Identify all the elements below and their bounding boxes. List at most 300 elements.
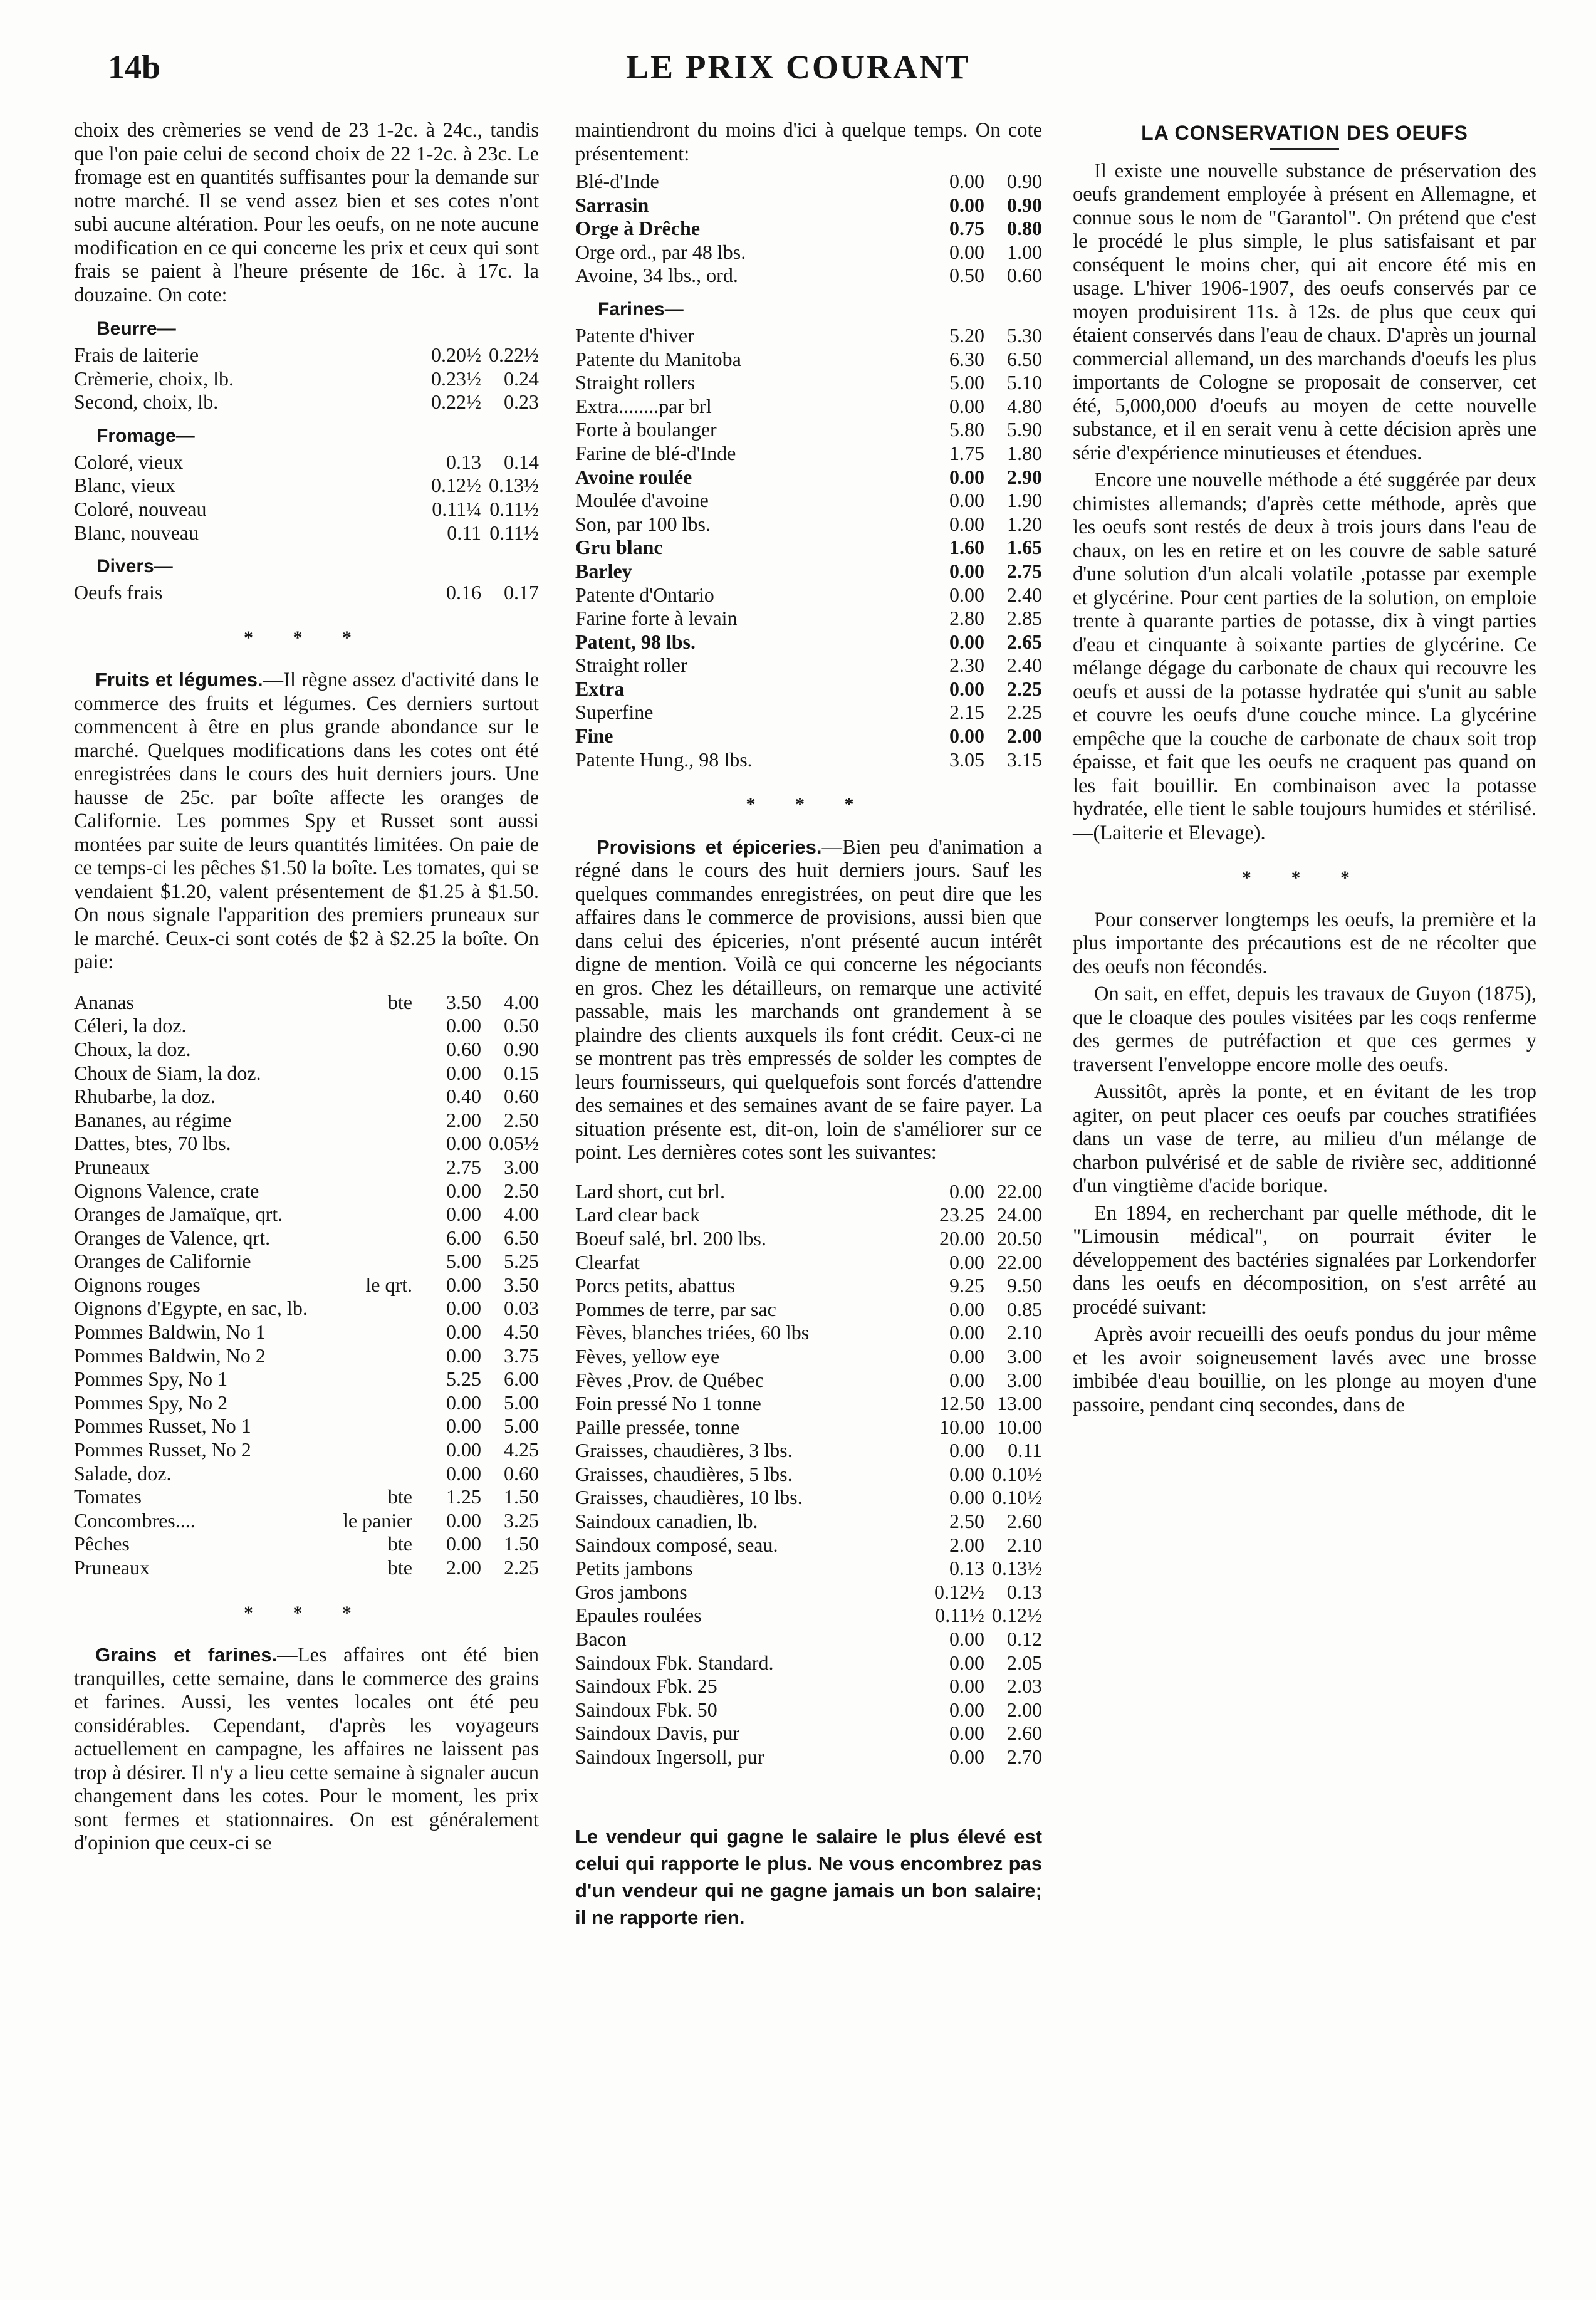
article-paragraph: Aussitôt, après la ponte, et en évitant de les trop agiter, on peut placer ces oeufs par couches stratifiées dans un vase de terre, au milieu d'un mélange de charbon pulvérisé et de sable de rivière sec, additionné d'un vingtième d'acide borique.: [1073, 1080, 1536, 1197]
price-row: [575, 1698, 1042, 1722]
product-name: Pommes Spy, No 1: [74, 1367, 228, 1391]
provisions-heading: Provisions et épiceries.: [597, 835, 822, 858]
product-name: Paille pressée, tonne: [575, 1415, 740, 1438]
price-low: 0.00: [446, 1132, 481, 1155]
product-name: Oignons Valence, crate: [74, 1179, 259, 1202]
price-high: 0.23: [504, 390, 539, 414]
price-row: [575, 748, 1042, 772]
price-row: [575, 1298, 1042, 1322]
fruits-table: [74, 991, 539, 1580]
price-row: [575, 324, 1042, 348]
product-name: Graisses, chaudières, 10 lbs.: [575, 1486, 803, 1509]
price-low: 0.40: [446, 1085, 481, 1108]
product-unit: bte: [387, 1532, 412, 1555]
price-row: [74, 991, 539, 1015]
product-name: Orge à Drêche: [575, 217, 701, 240]
price-row: [74, 1014, 539, 1038]
product-name: Oranges de Jamaïque, qrt.: [74, 1203, 283, 1226]
price-row: [575, 1581, 1042, 1604]
price-low: 0.13: [949, 1557, 984, 1580]
price-high: 2.05: [1007, 1651, 1042, 1674]
article-paragraph: Après avoir recueilli des oeufs pondus du jour même et les avoir soigneusement lavés avec une brosse imbibée d'eau bouillie, on les plonge au moyen d'une passoire, pendant cinq secondes, dans de: [1073, 1323, 1536, 1416]
price-high: 0.24: [504, 367, 539, 390]
price-high: 0.11: [1008, 1439, 1042, 1462]
product-name: Patente du Manitoba: [575, 347, 741, 370]
product-name: Saindoux Fbk. 50: [575, 1698, 717, 1721]
price-high: 22.00: [997, 1179, 1042, 1203]
price-row: [575, 348, 1042, 372]
price-high: 2.50: [504, 1179, 539, 1202]
price-row: [575, 489, 1042, 513]
price-row: [74, 1085, 539, 1109]
price-high: 3.00: [1007, 1368, 1042, 1391]
price-row: [575, 1534, 1042, 1557]
price-high: 0.12: [1007, 1628, 1042, 1651]
price-high: 2.25: [1007, 701, 1042, 724]
product-name: Saindoux canadien, lb.: [575, 1510, 758, 1533]
product-name: Saindoux composé, seau.: [575, 1533, 778, 1556]
price-high: 3.00: [1007, 1344, 1042, 1367]
price-low: 2.50: [949, 1510, 984, 1533]
product-name: Petits jambons: [575, 1557, 693, 1580]
product-name: Rhubarbe, la doz.: [74, 1085, 216, 1108]
product-name: Saindoux Fbk. Standard.: [575, 1651, 774, 1674]
product-name: Sarrasin: [575, 193, 649, 216]
product-name: Pommes Russet, No 2: [74, 1438, 251, 1461]
price-high: 2.60: [1007, 1722, 1042, 1745]
price-high: 3.75: [504, 1344, 539, 1367]
column-left: [74, 119, 539, 1859]
price-high: 0.22½: [489, 343, 539, 366]
article-title: LA CONSERVATION DES OEUFS: [1141, 122, 1468, 144]
product-name: Blé-d'Inde: [575, 170, 659, 192]
price-high: 5.30: [1007, 323, 1042, 347]
product-name: Céleri, la doz.: [74, 1014, 187, 1037]
price-low: 0.00: [446, 1179, 481, 1202]
price-low: 0.00: [949, 1250, 984, 1273]
product-name: Clearfat: [575, 1250, 640, 1273]
product-name: Oignons rouges: [74, 1273, 201, 1296]
price-row: [575, 513, 1042, 536]
price-low: 0.00: [949, 512, 984, 535]
product-name: Saindoux Ingersoll, pur: [575, 1745, 764, 1768]
price-high: 6.50: [504, 1226, 539, 1249]
product-name: Second, choix, lb.: [74, 390, 219, 414]
price-row: [575, 1628, 1042, 1651]
product-name: Boeuf salé, brl. 200 lbs.: [575, 1226, 766, 1250]
product-name: Pommes Baldwin, No 1: [74, 1320, 266, 1344]
product-name: Frais de laiterie: [74, 343, 199, 366]
price-high: 5.90: [1007, 418, 1042, 441]
price-high: 0.60: [504, 1085, 539, 1108]
price-row: [74, 1179, 539, 1203]
product-name: Pommes Russet, No 1: [74, 1414, 251, 1438]
product-name: Blanc, vieux: [74, 474, 175, 497]
price-high: 1.00: [1007, 240, 1042, 263]
price-low: 0.11: [447, 521, 481, 544]
product-name: Lard short, cut brl.: [575, 1179, 726, 1203]
price-low: 0.00: [949, 1486, 984, 1509]
price-low: 0.00: [949, 559, 984, 582]
price-row: [74, 1438, 539, 1462]
price-row: [74, 1485, 539, 1509]
price-high: 4.50: [504, 1320, 539, 1344]
price-low: 0.00: [949, 1628, 984, 1651]
price-low: 2.00: [446, 1108, 481, 1131]
price-low: 20.00: [939, 1226, 984, 1250]
product-name: Gros jambons: [575, 1580, 687, 1603]
price-row: [575, 536, 1042, 560]
price-high: 0.15: [504, 1061, 539, 1084]
price-low: 0.00: [446, 1061, 481, 1084]
price-high: 2.70: [1007, 1745, 1042, 1768]
product-name: Superfine: [575, 701, 654, 724]
price-row: [575, 1651, 1042, 1675]
product-name: Epaules roulées: [575, 1604, 702, 1627]
price-row: [575, 701, 1042, 724]
product-unit: bte: [387, 1485, 412, 1508]
price-high: 1.90: [1007, 489, 1042, 512]
price-high: 2.25: [1007, 677, 1042, 700]
product-name: Straight roller: [575, 654, 687, 677]
fromage-table: [74, 451, 539, 545]
price-row: [74, 474, 539, 498]
price-low: 0.00: [446, 1508, 481, 1532]
price-low: 0.11¼: [432, 497, 481, 520]
price-high: 2.25: [504, 1556, 539, 1579]
fruits-paragraph: [74, 668, 539, 975]
price-high: 1.50: [504, 1532, 539, 1555]
price-row: [74, 451, 539, 474]
price-high: 0.50: [504, 1014, 539, 1037]
price-low: 0.00: [446, 1203, 481, 1226]
price-low: 6.30: [949, 347, 984, 370]
price-high: 5.00: [504, 1414, 539, 1438]
price-row: [74, 1532, 539, 1556]
product-unit: [331, 1156, 424, 1179]
product-name: Crèmerie, choix, lb.: [74, 367, 234, 390]
price-high: 5.00: [504, 1391, 539, 1414]
price-low: 5.20: [949, 323, 984, 347]
price-high: 5.25: [504, 1250, 539, 1273]
grains-continued: maintiendront du moins d'ici à quelque temps. On cote présentement:: [575, 119, 1042, 165]
price-high: 0.03: [504, 1297, 539, 1320]
price-low: 0.00: [949, 1462, 984, 1485]
price-row: [575, 1722, 1042, 1745]
price-high: 1.20: [1007, 512, 1042, 535]
price-row: [575, 1604, 1042, 1628]
price-row: [575, 1510, 1042, 1534]
product-name: Pruneaux: [74, 1556, 150, 1579]
product-name: Pruneaux: [74, 1155, 150, 1178]
price-row: [575, 1416, 1042, 1440]
price-low: 0.00: [446, 1438, 481, 1461]
price-row: [74, 1062, 539, 1085]
price-row: [575, 1203, 1042, 1227]
price-high: 13.00: [997, 1392, 1042, 1415]
price-row: [575, 264, 1042, 288]
product-name: Pommes Spy, No 2: [74, 1391, 228, 1414]
price-high: 2.90: [1007, 465, 1042, 488]
product-name: Oranges de Valence, qrt.: [74, 1226, 271, 1249]
grains-heading: Grains et farines.: [95, 1644, 278, 1666]
price-row: [575, 654, 1042, 677]
price-low: 1.60: [949, 536, 984, 559]
price-row: [575, 583, 1042, 607]
price-low: 0.22½: [431, 390, 481, 414]
price-low: 12.50: [939, 1392, 984, 1415]
price-row: [575, 442, 1042, 466]
price-high: 0.90: [1007, 193, 1042, 216]
price-low: 5.80: [949, 418, 984, 441]
price-row: [575, 1345, 1042, 1369]
price-low: 0.20½: [431, 343, 481, 366]
price-low: 0.00: [949, 1368, 984, 1391]
price-low: 0.00: [949, 630, 984, 653]
product-unit: [331, 1320, 424, 1344]
price-high: 1.80: [1007, 441, 1042, 464]
section-separator: * * *: [746, 794, 872, 815]
product-name: Bacon: [575, 1628, 627, 1651]
price-high: 1.50: [504, 1485, 539, 1508]
product-name: Avoine, 34 lbs., ord.: [575, 264, 738, 287]
price-low: 5.00: [949, 371, 984, 394]
price-high: 4.25: [504, 1438, 539, 1461]
price-high: 0.13: [1007, 1580, 1042, 1603]
price-low: 0.00: [446, 1414, 481, 1438]
product-unit: [331, 1297, 424, 1320]
price-high: 6.50: [1007, 347, 1042, 370]
product-name: Orge ord., par 48 lbs.: [575, 240, 746, 263]
price-high: 0.60: [1007, 264, 1042, 287]
price-low: 0.00: [949, 583, 984, 606]
price-high: 0.10½: [992, 1462, 1042, 1485]
product-name: Blanc, nouveau: [74, 521, 199, 544]
price-low: 0.00: [949, 1675, 984, 1698]
price-low: 0.00: [949, 193, 984, 216]
price-low: 1.25: [446, 1485, 481, 1508]
price-row: [74, 1509, 539, 1533]
beurre-heading: Beurre—: [96, 318, 176, 339]
product-unit: [331, 1438, 424, 1462]
price-row: [74, 1367, 539, 1391]
column-right: [1073, 119, 1536, 1421]
grains-table: [575, 170, 1042, 288]
article-paragraph: On sait, en effet, depuis les travaux de Guyon (1875), que le cloaque des poules visitées par les coqs renferme des germes de putréfaction et que ces germes y traversent l'enveloppe encore molle des oeufs.: [1073, 983, 1536, 1076]
price-low: 0.11½: [935, 1604, 984, 1627]
product-name: Salade, doz.: [74, 1461, 172, 1485]
price-low: 5.00: [446, 1250, 481, 1273]
product-name: Extra........par brl: [575, 394, 712, 417]
price-high: 22.00: [997, 1250, 1042, 1273]
price-low: 0.00: [446, 1320, 481, 1344]
price-high: 4.00: [504, 1203, 539, 1226]
fruits-text: —Il règne assez d'activité dans le commerce des fruits et légumes. Ces derniers surtout commencent à être en plus grande abondance sur le marché. Quelques modifications dans les cotes ont été enregistrées dans le cours des huit derniers jours. Une hausse de 25c. par boîte affecte les oranges de Californie. Les pommes Spy et Russet sont aussi montées par suite de leurs quantités limitées. On paie de ce temps-ci les pêches $1.50 la boîte. Les tomates, qui se vendaient $1.20, valent présentement de $1.25 à $1.50. On nous signale l'apparition des premiers pruneaux sur le marché. Ceux-ci sont cotés de $2 à $2.25 la boîte. On paie:: [74, 669, 539, 974]
price-high: 2.65: [1007, 630, 1042, 653]
price-low: 0.16: [446, 581, 481, 604]
price-low: 23.25: [939, 1203, 984, 1226]
product-unit: [331, 1014, 424, 1038]
price-low: 2.30: [949, 654, 984, 677]
product-name: Tomates: [74, 1485, 142, 1508]
price-low: 2.00: [446, 1556, 481, 1579]
price-high: 0.13½: [489, 474, 539, 497]
product-name: Graisses, chaudières, 3 lbs.: [575, 1439, 793, 1462]
price-high: 2.10: [1007, 1321, 1042, 1344]
price-low: 10.00: [939, 1415, 984, 1438]
price-row: [74, 1462, 539, 1486]
column-middle: [575, 119, 1042, 1931]
grains-text: —Les affaires ont été bien tranquilles, cette semaine, dans le commerce des grains et farines. Aussi, les ventes locales ont été peu considérables. Cependant, d'après les voyageurs actuellement en campagne, les affaires ne laissent pas trop à désirer. Il n'y a lieu cette semaine à signaler aucun changement dans les cotes. Pour le moment, les prix sont fermes et stationnaires. On est généralement d'opinion que ceux-ci se: [74, 1644, 539, 1855]
product-unit: le qrt.: [365, 1273, 412, 1296]
page-number: 14b: [108, 48, 161, 86]
product-name: Coloré, nouveau: [74, 497, 207, 520]
product-name: Fèves ,Prov. de Québec: [575, 1368, 764, 1391]
product-name: Pêches: [74, 1532, 130, 1555]
price-low: 0.00: [949, 170, 984, 192]
price-row: [74, 1109, 539, 1132]
product-name: Saindoux Davis, pur: [575, 1722, 740, 1745]
price-high: 10.00: [997, 1415, 1042, 1438]
product-name: Fine: [575, 724, 613, 748]
provisions-table: [575, 1180, 1042, 1769]
price-row: [575, 1439, 1042, 1463]
price-row: [575, 1251, 1042, 1275]
price-row: [575, 466, 1042, 489]
product-name: Bananes, au régime: [74, 1108, 232, 1131]
price-low: 0.00: [446, 1344, 481, 1367]
price-row: [575, 1369, 1042, 1393]
price-high: 0.05½: [489, 1132, 539, 1155]
price-row: [74, 1556, 539, 1580]
price-low: 0.00: [949, 394, 984, 417]
product-name: Saindoux Fbk. 25: [575, 1675, 717, 1698]
product-name: Straight rollers: [575, 371, 696, 394]
product-name: Patente d'hiver: [575, 323, 694, 347]
product-unit: [331, 1344, 424, 1368]
price-low: 3.05: [949, 748, 984, 771]
price-low: 0.13: [446, 450, 481, 473]
price-row: [74, 1320, 539, 1344]
price-row: [575, 170, 1042, 194]
price-row: [575, 1486, 1042, 1510]
price-low: 6.00: [446, 1226, 481, 1249]
price-row: [575, 371, 1042, 395]
price-low: 0.00: [949, 1745, 984, 1768]
price-row: [575, 1180, 1042, 1204]
price-row: [575, 1675, 1042, 1698]
price-row: [74, 1391, 539, 1415]
article-paragraph: Il existe une nouvelle substance de préservation des oeufs grandement employée à présent en Allemagne, et connue sous le nom de "Garantol". On prétend que c'est le procédé le plus simple, le plus satisfaisant et par conséquent le moins cher, qui ait encore été mis en usage. L'hiver 1906-1907, des oeufs conservés par ce moyen produisirent 11s. à 12s. de plus que ceux qui étaient conservés dans l'eau de chaux. D'après un journal commercial allemand, un des marchands d'oeufs les plus importants de Cologne se proposait de conserver, cet été, 5,000,000 d'oeufs au moyen de cette nouvelle substance, et il en serait venu à cette décision après une série d'expérience minutieuses et étendues.: [1073, 159, 1536, 464]
price-low: 2.15: [949, 701, 984, 724]
price-low: 0.00: [446, 1461, 481, 1485]
price-high: 2.10: [1007, 1533, 1042, 1556]
product-unit: [331, 1038, 424, 1062]
price-row: [74, 1132, 539, 1156]
farines-table: [575, 324, 1042, 771]
price-row: [74, 1038, 539, 1062]
price-high: 24.00: [997, 1203, 1042, 1226]
beurre-table: [74, 343, 539, 414]
article-paragraph: En 1894, en recherchant par quelle méthode, dit le "Limousin médical", on pourrait éviter le développement des bactéries signalées par Lorkendorfer dans les oeufs en décomposition, on s'est arrêté au procédé suivant:: [1073, 1201, 1536, 1319]
price-high: 5.10: [1007, 371, 1042, 394]
price-high: 20.50: [997, 1226, 1042, 1250]
product-unit: [331, 1062, 424, 1085]
product-name: Patente Hung., 98 lbs.: [575, 748, 753, 771]
price-low: 2.80: [949, 607, 984, 630]
product-name: Ananas: [74, 990, 134, 1013]
price-row: [74, 498, 539, 521]
price-low: 0.00: [949, 1297, 984, 1320]
divers-table: [74, 581, 539, 605]
product-name: Forte à boulanger: [575, 418, 717, 441]
price-row: [575, 630, 1042, 654]
price-high: 4.80: [1007, 394, 1042, 417]
price-high: 0.11½: [489, 497, 539, 520]
section-separator: * * *: [244, 627, 369, 648]
price-row: [575, 607, 1042, 630]
product-name: Coloré, vieux: [74, 450, 184, 473]
product-name: Gru blanc: [575, 536, 663, 559]
price-high: 2.40: [1007, 583, 1042, 606]
price-high: 0.14: [504, 450, 539, 473]
product-name: Moulée d'avoine: [575, 489, 709, 512]
product-unit: bte: [387, 990, 412, 1013]
product-unit: bte: [387, 1556, 412, 1579]
price-low: 0.00: [446, 1273, 481, 1296]
price-row: [74, 1156, 539, 1179]
product-name: Patente d'Ontario: [575, 583, 714, 606]
product-unit: [331, 1109, 424, 1132]
price-low: 0.00: [446, 1014, 481, 1037]
price-row: [575, 241, 1042, 264]
price-high: 2.50: [504, 1108, 539, 1131]
price-row: [74, 1344, 539, 1368]
price-low: 0.00: [949, 1179, 984, 1203]
section-separator: * * *: [1242, 867, 1367, 888]
product-unit: [331, 1179, 424, 1203]
provisions-paragraph: [575, 835, 1042, 1165]
article-paragraph: Encore une nouvelle méthode a été suggérée par deux chimistes allemands; d'après cette méthode, après que les oeufs sont restés de deux à trois jours dans l'eau de chaux, on les en retire et on les couvre de sable saturé d'une solution d'un alcali volatile ,potasse par exemple et glycérine. Pour cent parties de la solution, on emploie trente à quarante parties de potasse, dix à vingt parties d'eau et cinquante à soixante parties de glycérine. Ce mélange dégage du carbonate de chaux qui recouvre les oeufs et aussi de la potasse hydratée qui s'unit au sable et couvre les oeufs d'une couche mince. La glycérine empêche que la couche de carbonate de chaux soit trop épaisse, et fait que les oeufs ne craquent pas quand on les fait bouillir. En combinaison avec la potasse hydratée, elle tient le sable toujours humides et stérilisé.—(Laiterie et Elevage).: [1073, 469, 1536, 844]
price-row: [575, 418, 1042, 442]
product-unit: [331, 1367, 424, 1391]
price-row: [74, 581, 539, 605]
section-separator: * * *: [244, 1602, 369, 1623]
price-high: 0.60: [504, 1461, 539, 1485]
price-high: 4.00: [504, 990, 539, 1013]
price-low: 0.00: [949, 1698, 984, 1721]
price-low: 0.00: [446, 1532, 481, 1555]
price-row: [74, 1226, 539, 1250]
product-name: Concombres....: [74, 1508, 196, 1532]
dairy-intro: choix des crèmeries se vend de 23 1-2c. à 24c., tandis que l'on paie celui de second choix de 22 1-2c. à 23c. Le fromage est en quantités suffisantes pour la demande sur notre marché. Il se vend assez bien et ses cotes n'ont subi aucune altération. Pour les oeufs, on ne note aucune modification en ce qui concerne les prix et ceux qui sont frais se paient à l'heure présente de 16c. à 17c. la douzaine. On cote:: [74, 119, 539, 306]
price-high: 0.10½: [992, 1486, 1042, 1509]
product-name: Pommes de terre, par sac: [575, 1297, 776, 1320]
price-low: 0.50: [949, 264, 984, 287]
price-low: 0.12½: [934, 1580, 984, 1603]
price-high: 0.13½: [992, 1557, 1042, 1580]
product-unit: [331, 1132, 424, 1156]
price-low: 9.25: [949, 1274, 984, 1297]
price-high: 0.17: [504, 581, 539, 604]
price-low: 0.00: [949, 465, 984, 488]
price-row: [74, 343, 539, 367]
fromage-heading: Fromage—: [96, 425, 195, 446]
product-unit: [331, 1414, 424, 1438]
price-high: 3.00: [504, 1155, 539, 1178]
price-row: [74, 1297, 539, 1320]
product-name: Extra: [575, 677, 625, 700]
